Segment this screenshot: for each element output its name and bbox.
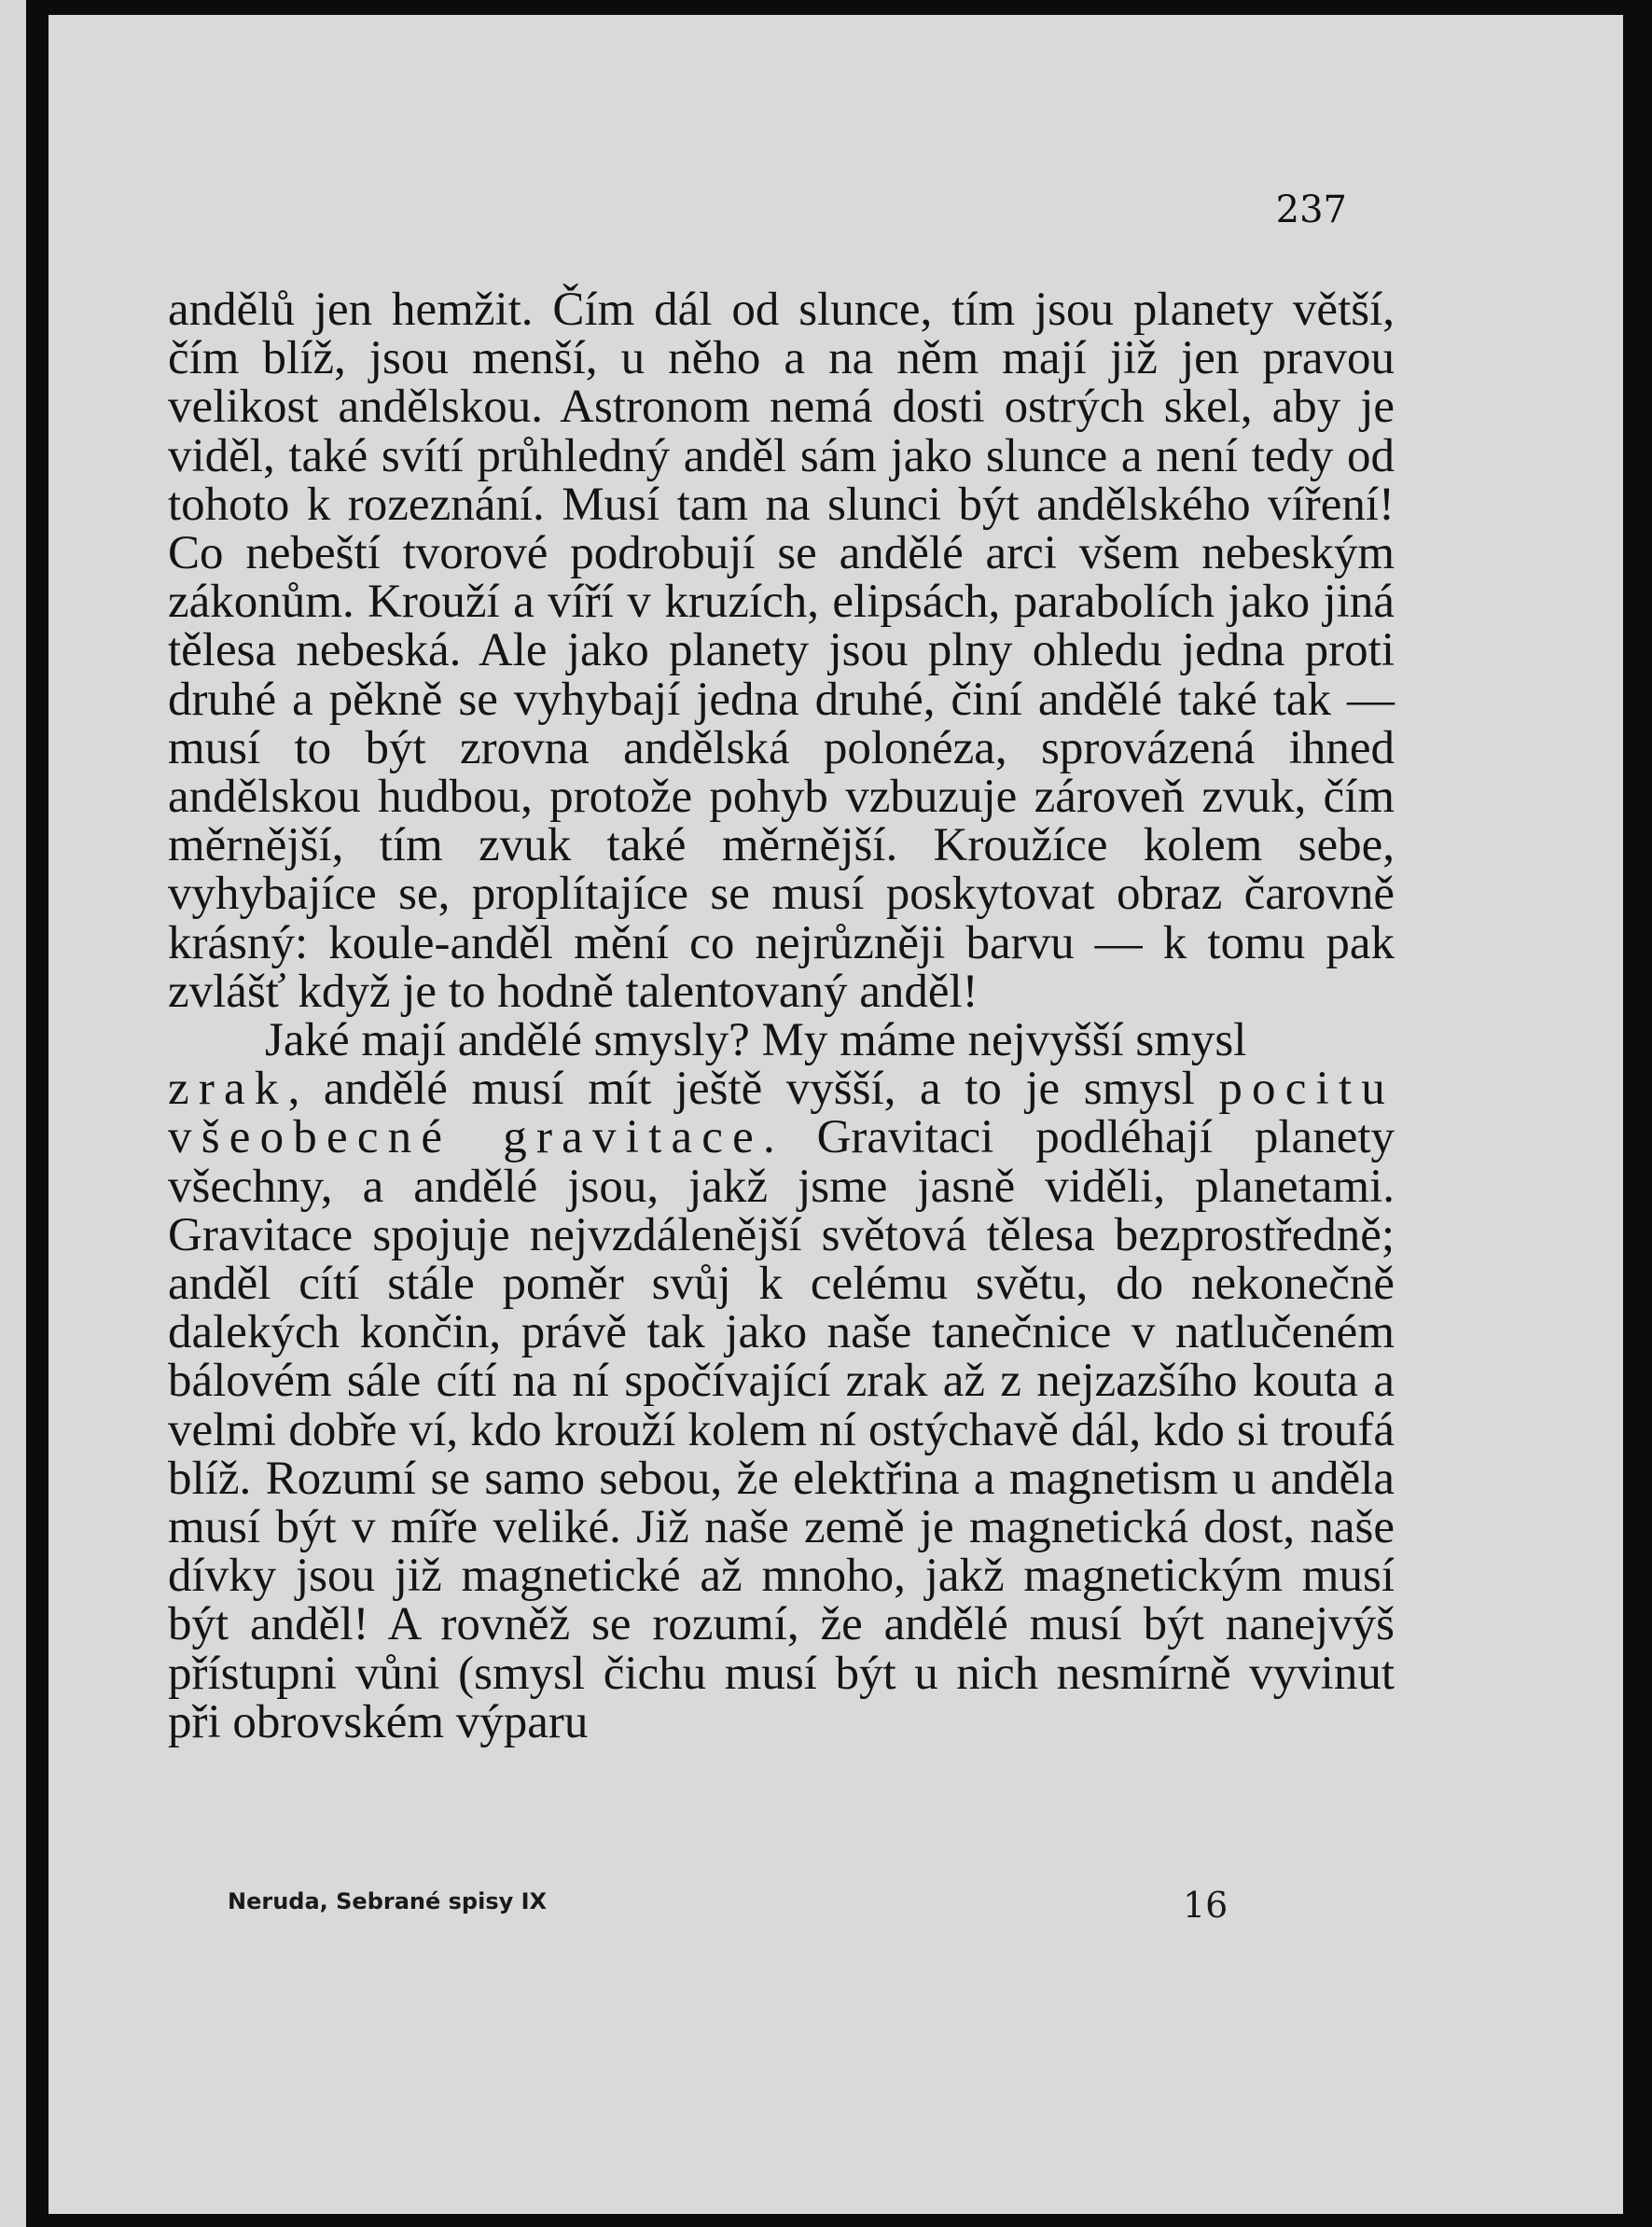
paragraph-2-text-b: , andělé musí mít ještě vyšší, a to je smysl — [287, 1063, 1195, 1116]
footer-sheet-number: 16 — [1183, 1885, 1229, 1926]
paragraph-2-text-a: Jaké mají andělé smysly? My máme nejvyšší smysl — [265, 1014, 1247, 1067]
page-number: 237 — [1275, 188, 1347, 231]
emphasis-pocit: pocitu všeobecné gravitace — [168, 1063, 1395, 1164]
book-page — [49, 15, 1623, 2214]
adjacent-page-edge — [0, 0, 26, 2227]
emphasis-zrak: zrak — [168, 1063, 288, 1116]
footer-signature: Neruda, Sebrané spisy IX — [228, 1888, 548, 1914]
paragraph-1: andělů jen hemžit. Čím dál od slunce, tím jsou planety větší, čím blíž, jsou menší, u něho a na něm mají již jen pravou velikost andělskou. Astronom nemá dosti ostrých skel, aby je viděl, také svítí průhledný anděl sám jako slunce a není tedy od tohoto k rozeznání. Musí tam na slunci být andělského víření! Co nebeští tvorové podrobují se andělé arci všem nebeským zákonům. Krouží a víří v kruzích, elipsách, parabolích jako jiná tělesa nebeská. Ale jako planety jsou plny ohledu jedna proti druhé a pěkně se vyhybají jedna druhé, činí andělé také tak — musí to být zrovna andělská polonéza, sprovázená ihned andělskou hudbou, protože pohyb vzbuzuje zároveň zvuk, čím měrnější, tím zvuk také měrnější. Kroužíce kolem sebe, vyhybajíce se, proplítajíce se musí poskytovat obraz čarovně krásný: koule-anděl mění co nejrůzněji barvu — k tomu pak zvlášť když je to hodně talentovaný anděl! — [168, 284, 1395, 1018]
body-text — [168, 285, 1395, 1747]
paragraph-2-text-c: . Gravitaci podléhají planety všechny, a andělé jsou, jakž jsme jasně viděli, planetami. Gravitace spojuje nejvzdálenější světová tělesa bezprostředně; anděl cítí stále poměr svůj k celému světu, do nekonečně dalekých končin, právě tak jako naše tanečnice v natlučeném bálovém sále cítí na ní spočívající zrak až z nejzazšího kouta a velmi dobře ví, kdo krouží kolem ní ostýchavě dál, kdo si troufá blíž. Rozumí se samo sebou, že elektřina a magnetism u anděla musí být v míře veliké. Již naše země je magnetická dost, naše dívky jsou již magnetické až mnoho, jakž magnetickým musí být anděl! A rovněž se rozumí, že andělé musí být nanejvýš přístupni vůni (smysl čichu musí být u nich nesmírně vyvinut při obrovském výparu — [168, 1111, 1395, 1748]
paragraph-2 — [168, 1016, 1395, 1747]
